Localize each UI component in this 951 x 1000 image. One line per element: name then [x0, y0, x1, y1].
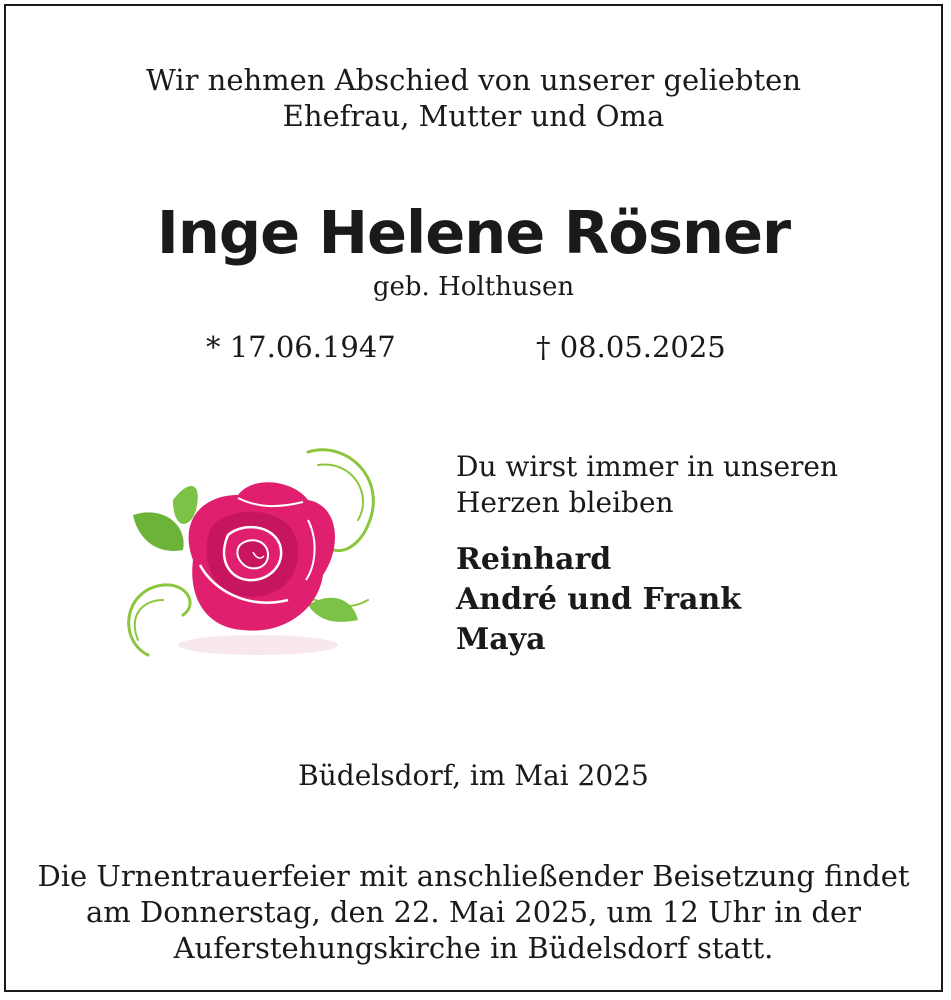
mourner-names	[456, 540, 741, 660]
ceremony-line-2: am Donnerstag, den 22. Mai 2025, um 12 Uhr in der	[85, 895, 862, 929]
intro-text	[6, 62, 941, 134]
obituary-card	[4, 4, 943, 992]
ceremony-line-3: Auferstehungskirche in Büdelsdorf statt.	[173, 931, 774, 965]
rose-icon	[118, 440, 398, 670]
verse-text	[456, 449, 838, 521]
deceased-name: Inge Helene Rösner	[156, 198, 791, 267]
place-date: Büdelsdorf, im Mai 2025	[298, 759, 649, 792]
birth-date: * 17.06.1947	[206, 330, 396, 364]
maiden-name: geb. Holthusen	[372, 272, 575, 302]
ceremony-line-1: Die Urnentrauerfeier mit anschließender Beisetzung findet	[37, 859, 910, 893]
death-date: † 08.05.2025	[536, 330, 726, 364]
mourner-name: Maya	[456, 622, 546, 657]
intro-line-1: Wir nehmen Abschied von unserer geliebten	[146, 63, 801, 97]
mourner-name: André und Frank	[456, 582, 742, 617]
ceremony-info	[6, 858, 941, 966]
intro-line-2: Ehefrau, Mutter und Oma	[282, 99, 665, 133]
mourner-name: Reinhard	[456, 542, 612, 577]
verse-line-2: Herzen bleiben	[456, 486, 674, 519]
verse-line-1: Du wirst immer in unseren	[456, 450, 839, 483]
